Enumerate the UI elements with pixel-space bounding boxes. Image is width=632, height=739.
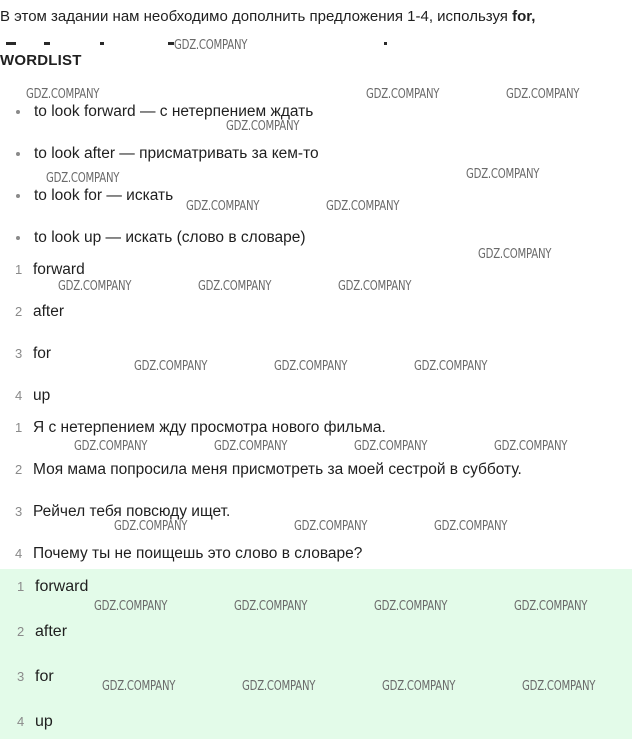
bullet-icon [16,236,20,240]
watermark-stamp: GDZ.COMPANY [174,38,248,53]
watermark-stamp: GDZ.COMPANY [214,439,288,454]
watermark-stamp: GDZ.COMPANY [26,87,100,102]
watermark-stamp: GDZ.COMPANY [134,359,208,374]
final-answer-item: 4 up [17,713,53,730]
watermark-stamp: GDZ.COMPANY [58,279,132,294]
watermark-stamp: GDZ.COMPANY [114,519,188,534]
answer-item: 3 for [15,345,52,362]
bullet-icon [16,110,20,114]
watermark-stamp: GDZ.COMPANY [242,679,316,694]
bullet-icon [16,194,20,198]
bullet-icon [16,152,20,156]
watermark-stamp: GDZ.COMPANY [494,439,568,454]
intro-main: В этом задании нам необходимо дополнить предложения 1-4, используя [0,8,513,25]
watermark-stamp: GDZ.COMPANY [338,279,412,294]
answer-item: 2 after [15,303,65,320]
wordlist-item: to look after — присматривать за кем-то [15,145,319,163]
watermark-stamp: GDZ.COMPANY [226,119,300,134]
watermark-stamp: GDZ.COMPANY [522,679,596,694]
final-answer-item: 2 after [17,623,68,640]
watermark-stamp: GDZ.COMPANY [274,359,348,374]
wordlist-heading: WORDLIST [0,52,82,69]
watermark-stamp: GDZ.COMPANY [198,279,272,294]
watermark-stamp: GDZ.COMPANY [506,87,580,102]
wordlist-item: to look for — искать [15,187,173,205]
watermark-stamp: GDZ.COMPANY [514,599,588,614]
wordlist-item: to look up — искать (слово в словаре) [15,229,306,247]
watermark-stamp: GDZ.COMPANY [466,167,540,182]
watermark-stamp: GDZ.COMPANY [326,199,400,214]
watermark-stamp: GDZ.COMPANY [46,171,120,186]
watermark-stamp: GDZ.COMPANY [354,439,428,454]
answer-block [0,569,632,739]
intro-bold: for, [512,8,536,25]
translation-item: 3 Рейчел тебя повсюду ищет. [15,503,231,520]
wordlist-item: to look forward — с нетерпением ждать [15,103,313,121]
intro-text [0,7,632,27]
watermark-stamp: GDZ.COMPANY [294,519,368,534]
watermark-stamp: GDZ.COMPANY [94,599,168,614]
watermark-stamp: GDZ.COMPANY [434,519,508,534]
watermark-stamp: GDZ.COMPANY [102,679,176,694]
final-answer-item: 3 for [17,668,54,685]
watermark-stamp: GDZ.COMPANY [74,439,148,454]
watermark-stamp: GDZ.COMPANY [478,247,552,262]
watermark-stamp: GDZ.COMPANY [366,87,440,102]
watermark-stamp: GDZ.COMPANY [234,599,308,614]
watermark-stamp: GDZ.COMPANY [186,199,260,214]
translation-item: 1 Я с нетерпением жду просмотра нового фильма. [15,419,386,436]
translation-item: 4 Почему ты не поищешь это слово в словаре? [15,545,363,562]
watermark-stamp: GDZ.COMPANY [374,599,448,614]
watermark-stamp: GDZ.COMPANY [414,359,488,374]
answer-item: 4 up [15,387,51,404]
translation-item: 2 Моя мама попросила меня присмотреть за моей сестрой в субботу. [15,461,522,478]
final-answer-item: 1 forward [17,578,89,595]
watermark-stamp: GDZ.COMPANY [382,679,456,694]
answer-item: 1 forward [15,261,85,278]
